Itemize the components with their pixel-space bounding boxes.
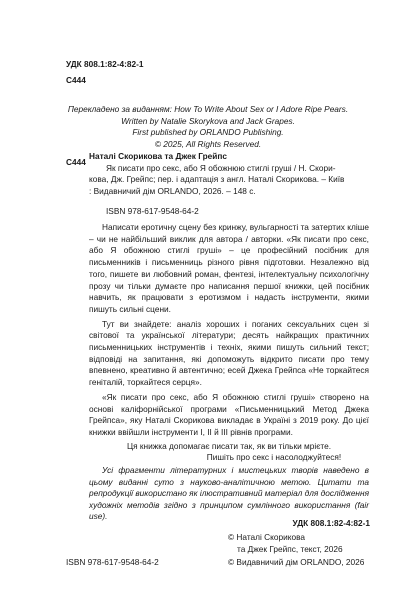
udk-code-bottom: УДК 808.1:82-4:82-1 [292,518,370,528]
catalog-code-top: С444 [66,75,86,85]
copyright-publisher: © Видавничий дім ORLANDO, 2026 [228,557,365,567]
annotation-body [89,222,369,464]
copyright-authors [228,532,343,555]
card-authors: Наталі Скорикова та Джек Грейпс [89,151,227,161]
card-title-block [89,163,370,197]
original-edition-line: First published by ORLANDO Publishing. [132,127,284,137]
card-title-line: Як писати про секс, або Я обожнюю стиглі груші / Н. Скори- [106,163,336,173]
original-edition-line: Перекладено за виданням: How To Write About Sex or I Adore Ripe Pears. [67,104,349,114]
card-title-line: : Видавничий дім ORLANDO, 2026. – 148 с. [89,185,256,196]
annotation-paragraph: Написати еротичну сцену без кринжу, вульгарності та затертих кліше – чи не найбільший виклик для автора / авторки. «Як писати про секс, або Я обожнюю стиглі груші» – це професійний посібник для письменників і письменниць різного рівня підготовки. Незалежно від того, пишете ви любовний роман, фентезі, інтелектуальну психологічну прозу чи тільки думаєте про написання першої книжки, цей посібник навчить, як працювати з еротизмом і надасть інструменти, якими пишуть сильні сцени. [89,222,369,314]
copyright-line: © Наталі Скорикова [228,532,305,542]
udk-code-top: УДК 808.1:82-4:82-1 [66,59,144,69]
copyright-line: та Джек Грейпс, текст, 2026 [237,543,343,554]
original-edition-line: Written by Natalie Skorykova and Jack Grapes. [121,115,295,126]
original-edition-line: © 2025, All Rights Reserved. [154,138,262,149]
closing-line: Ця книжка допомагає писати так, як ви тільки мрієте. [126,440,332,451]
annotation-paragraph: «Як писати про секс, або Я обожнюю стиглі груші» створено на основі каліфорнійської програми «Письменницький Метод Джека Грейпса», яку Наталі Скорикова викладає в Україні з 2019 року. До цієї книжки ввійшли інструменти I, II й III рівнів програми. [89,391,369,437]
original-edition-info [40,104,376,150]
isbn-bottom: ISBN 978-617-9548-64-2 [66,557,159,567]
card-isbn: ISBN 978-617-9548-64-2 [106,206,199,216]
closing-line: Пишіть про секс і насолоджуйтеся! [206,452,342,463]
annotation-paragraph: Тут ви знайдете: аналіз хороших і поганих сексуальних сцен зі світової та української літератури; десять найкращих практичних письменницьких інструментів і техніх, якими пишуть сильний текст; відповіді на запитання, які допоможуть відкрито писати про тему впевнено, креативно й автентично; есей Джека Грейпса «Не торкайтеся геніталій, торкайтеся серця». [89,318,369,388]
card-code: С444 [66,157,86,167]
fair-use-disclaimer: Усі фрагменти літературних і мистецьких творів наведено в цьому виданні суто з науково-аналітичною метою. Цитати та репродукції використано як ілюстративний матеріал для дослідження художніх методів згідно з принципом сумлінного використання (fair use). [89,465,369,522]
card-title-line: кова, Дж. Грейпс; пер. і адаптація з англ. Наталі Скорикова. – Київ [89,174,345,185]
